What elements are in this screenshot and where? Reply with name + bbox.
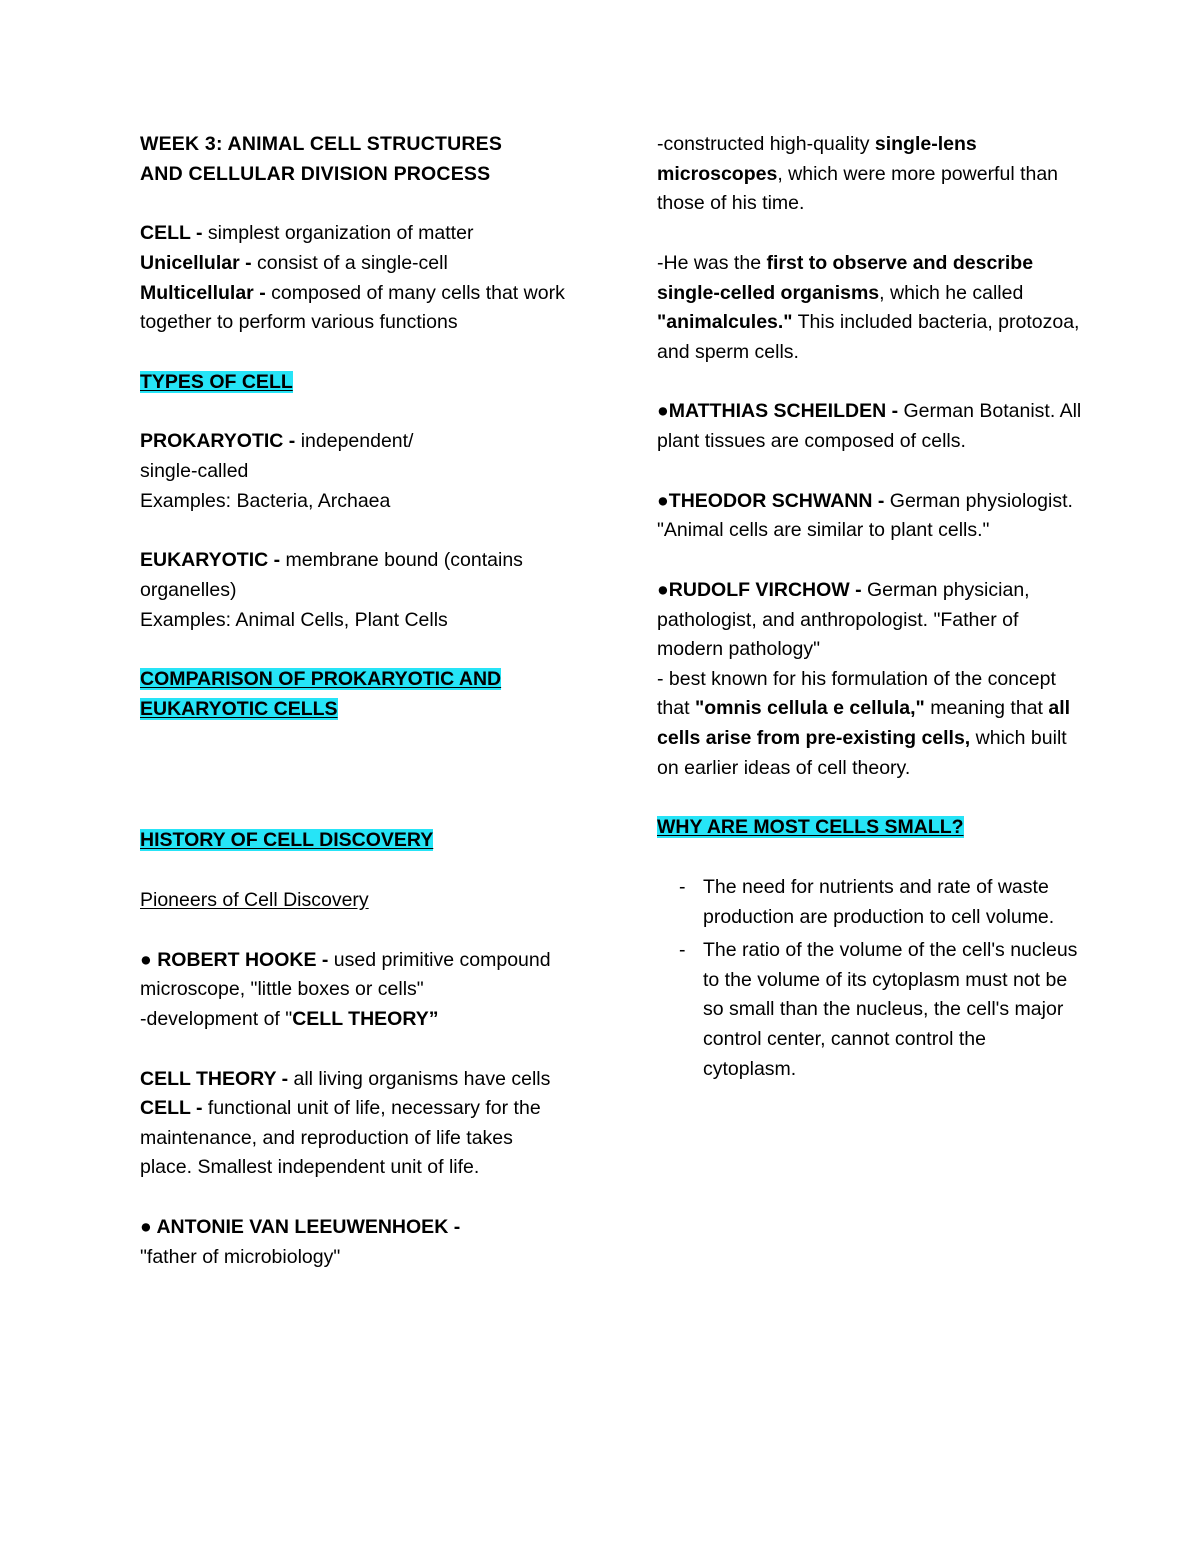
definition-prokaryotic xyxy=(140,427,565,457)
examples-eukaryotic: Examples: Animal Cells, Plant Cells xyxy=(140,608,448,631)
examples-prokaryotic: Examples: Bacteria, Archaea xyxy=(140,489,391,512)
constructed-bold: single-lens microscopes xyxy=(657,133,977,185)
term-cell-2: CELL - xyxy=(140,1097,203,1120)
left-column xyxy=(140,130,565,1272)
term-cell: CELL - xyxy=(140,222,203,245)
definition-cell-2 xyxy=(140,1094,565,1183)
spacer xyxy=(657,457,1082,487)
bullet-icon: ● xyxy=(657,400,669,423)
spacer xyxy=(140,724,565,796)
virchow-prefix: - best known for his formulation of the concept that xyxy=(657,667,1056,720)
definition-unicellular xyxy=(140,249,565,279)
spacer xyxy=(657,546,1082,576)
heading-types-of-cell-text: TYPES OF CELL xyxy=(140,370,293,393)
term-virchow: RUDOLF VIRCHOW - xyxy=(668,578,862,601)
entry-cell-theory-development xyxy=(140,1005,565,1035)
term-unicellular: Unicellular - xyxy=(140,251,252,274)
term-eukaryotic: EUKARYOTIC - xyxy=(140,549,281,572)
why-small-list xyxy=(657,873,1082,1084)
page-title-line-2: AND CELLULAR DIVISION PROCESS xyxy=(140,162,491,185)
virchow-middle: meaning that xyxy=(924,697,1049,720)
heading-comparison-line-1: COMPARISON OF PROKARYOTIC AND xyxy=(140,668,502,691)
spacer xyxy=(140,635,565,665)
page-title-line-1: WEEK 3: ANIMAL CELL STRUCTURES xyxy=(140,133,503,155)
entry-leeuwenhoek xyxy=(140,1213,565,1243)
heading-types-of-cell xyxy=(140,368,565,398)
observe-bold-2: "animalcules." xyxy=(657,311,793,334)
constructed-suffix: , which were more powerful than those of his time. xyxy=(657,162,1059,215)
def-cell-theory: all living organisms have cells xyxy=(288,1067,551,1090)
bullet-icon: ● xyxy=(140,1216,152,1238)
observe-suffix: This included bacteria, protozoa, and sperm cells. xyxy=(657,311,1080,363)
term-schwann: THEODOR SCHWANN - xyxy=(668,489,885,512)
entry-schwann xyxy=(657,487,1082,546)
entry-virchow-formulation xyxy=(657,665,1082,784)
def-eukaryotic: membrane bound (contains organelles) xyxy=(140,549,523,601)
term-scheilden: MATTHIAS SCHEILDEN - xyxy=(668,400,899,423)
virchow-bold-1: "omnis cellula e cellula," xyxy=(694,697,925,720)
spacer xyxy=(657,367,1082,397)
bullet-icon: ● xyxy=(657,578,669,601)
heading-history xyxy=(140,826,565,856)
def-leeuwenhoek: "father of microbiology" xyxy=(140,1245,341,1268)
definition-multicellular xyxy=(140,279,565,338)
heading-comparison-line-2: EUKARYOTIC CELLS xyxy=(140,697,338,720)
virchow-suffix: which built on earlier ideas of cell theory. xyxy=(657,727,1067,779)
list-item-text: The need for nutrients and rate of waste production are production to cell volume. xyxy=(703,875,1055,928)
def-multicellular: composed of many cells that work together to perform various functions xyxy=(140,281,565,334)
entry-constructed-microscopes xyxy=(657,130,1082,219)
definition-cell xyxy=(140,219,565,249)
dev-bold: CELL THEORY” xyxy=(292,1007,439,1030)
two-column-layout xyxy=(140,130,1082,1272)
def-schwann: German physiologist. "Animal cells are similar to plant cells." xyxy=(657,489,1073,542)
page-title xyxy=(140,130,565,189)
entry-virchow xyxy=(657,576,1082,665)
def-cell: simplest organization of matter xyxy=(202,222,474,245)
term-cell-theory: CELL THEORY - xyxy=(140,1067,289,1090)
dash-marker: - xyxy=(679,939,686,962)
spacer xyxy=(140,796,565,826)
def-prokaryotic: independent/ xyxy=(295,430,414,453)
dev-prefix: -development of " xyxy=(140,1007,293,1030)
list-item xyxy=(657,936,1082,1084)
spacer xyxy=(140,189,565,219)
right-column xyxy=(657,130,1082,1088)
spacer xyxy=(140,397,565,427)
definition-eukaryotic xyxy=(140,546,565,605)
spacer xyxy=(140,1183,565,1213)
heading-comparison xyxy=(140,665,565,724)
def-prokaryotic-line2: single-called xyxy=(140,460,249,482)
spacer xyxy=(657,219,1082,249)
observe-prefix: -He was the xyxy=(657,251,767,274)
observe-bold-1: first to observe and describe single-celled organisms xyxy=(657,251,1034,304)
term-robert-hooke: ROBERT HOOKE - xyxy=(151,948,329,971)
entry-scheilden xyxy=(657,397,1082,456)
def-cell-2: functional unit of life, necessary for the maintenance, and reproduction of life takes place. Smallest independent unit of life. xyxy=(140,1097,541,1179)
subheading-pioneers: Pioneers of Cell Discovery xyxy=(140,889,369,911)
spacer xyxy=(140,916,565,946)
def-unicellular: consist of a single-cell xyxy=(251,251,448,274)
list-item xyxy=(657,873,1082,932)
heading-why-small-text: WHY ARE MOST CELLS SMALL? xyxy=(657,816,964,839)
heading-why-small xyxy=(657,813,1082,843)
bullet-icon: ● xyxy=(657,489,669,512)
term-prokaryotic: PROKARYOTIC - xyxy=(140,430,296,453)
def-scheilden: German Botanist. All plant tissues are composed of cells. xyxy=(657,400,1082,452)
dash-marker: - xyxy=(679,875,686,898)
def-robert-hooke: used primitive compound microscope, "little boxes or cells" xyxy=(140,948,551,1001)
constructed-prefix: -constructed high-quality xyxy=(657,133,875,155)
bullet-icon: ● xyxy=(140,948,152,971)
virchow-bold-2: all cells arise from pre-existing cells, xyxy=(657,697,1071,749)
def-virchow: German physician, pathologist, and anthropologist. "Father of modern pathology" xyxy=(657,578,1030,661)
spacer xyxy=(140,1035,565,1065)
term-multicellular: Multicellular - xyxy=(140,281,266,304)
list-item-text: The ratio of the volume of the cell's nucleus to the volume of its cytoplasm must not be so small than the nucleus, the cell's major control center, cannot control the cytoplasm. xyxy=(703,939,1078,1080)
spacer xyxy=(140,856,565,886)
term-leeuwenhoek: ANTONIE VAN LEEUWENHOEK - xyxy=(151,1216,461,1238)
spacer xyxy=(140,516,565,546)
heading-history-text: HISTORY OF CELL DISCOVERY xyxy=(140,829,434,852)
spacer xyxy=(657,843,1082,873)
entry-first-observation xyxy=(657,249,1082,368)
spacer xyxy=(657,783,1082,813)
spacer xyxy=(140,338,565,368)
observe-middle: , which he called xyxy=(879,281,1024,304)
entry-robert-hooke xyxy=(140,946,565,1005)
definition-cell-theory xyxy=(140,1065,565,1095)
